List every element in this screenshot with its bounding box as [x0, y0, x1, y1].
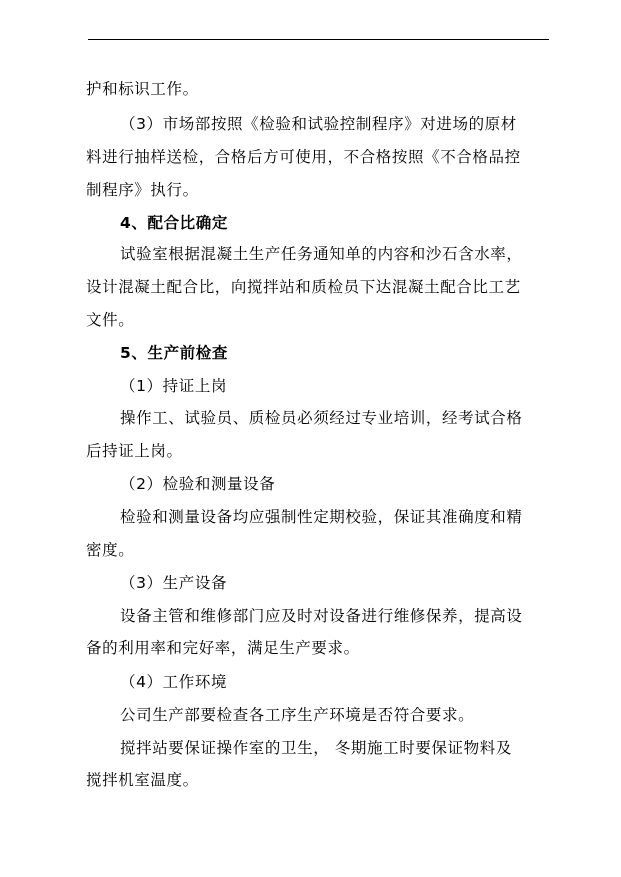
body-text-line: 备的利用率和完好率，满足生产要求。 [86, 639, 360, 657]
body-text-line: （3）市场部按照《检验和试验控制程序》对进场的原材 [120, 115, 517, 133]
body-text-line: 料进行抽样送检，合格后方可使用，不合格按照《不合格品控 [86, 148, 521, 166]
section-heading-pre-production-check: 5、生产前检查 [120, 344, 228, 362]
section-heading-mix-ratio: 4、配合比确定 [120, 214, 228, 232]
body-text-line: 操作工、试验员、质检员必须经过专业培训，经考试合格 [120, 409, 523, 427]
body-text-line: 制程序》执行。 [86, 181, 199, 199]
subsection-heading: （1）持证上岗 [120, 377, 228, 395]
body-text-line: 试验室根据混凝土生产任务通知单的内容和沙石含水率， [120, 245, 523, 263]
body-text-line: 公司生产部要检查各工序生产环境是否符合要求。 [120, 706, 475, 724]
subsection-heading: （3）生产设备 [120, 574, 228, 592]
body-text-line: 后持证上岗。 [86, 442, 183, 460]
body-text-line: 文件。 [86, 311, 135, 329]
body-text-line: 搅拌站要保证操作室的卫生， 冬期施工时要保证物料及 [120, 739, 512, 757]
header-rule [88, 39, 549, 40]
body-text-line: 密度。 [86, 541, 135, 559]
body-text-line: 设备主管和维修部门应及时对设备进行维修保养，提高设 [120, 607, 523, 625]
body-text-line: 设计混凝土配合比，向搅拌站和质检员下达混凝土配合比工艺 [86, 278, 521, 296]
subsection-heading: （4）工作环境 [120, 673, 228, 691]
body-text-line: 搅拌机室温度。 [86, 771, 199, 789]
body-text-line: 护和标识工作。 [86, 80, 199, 98]
body-text-line: 检验和测量设备均应强制性定期校验，保证其准确度和精 [120, 508, 523, 526]
subsection-heading: （2）检验和测量设备 [120, 475, 276, 493]
